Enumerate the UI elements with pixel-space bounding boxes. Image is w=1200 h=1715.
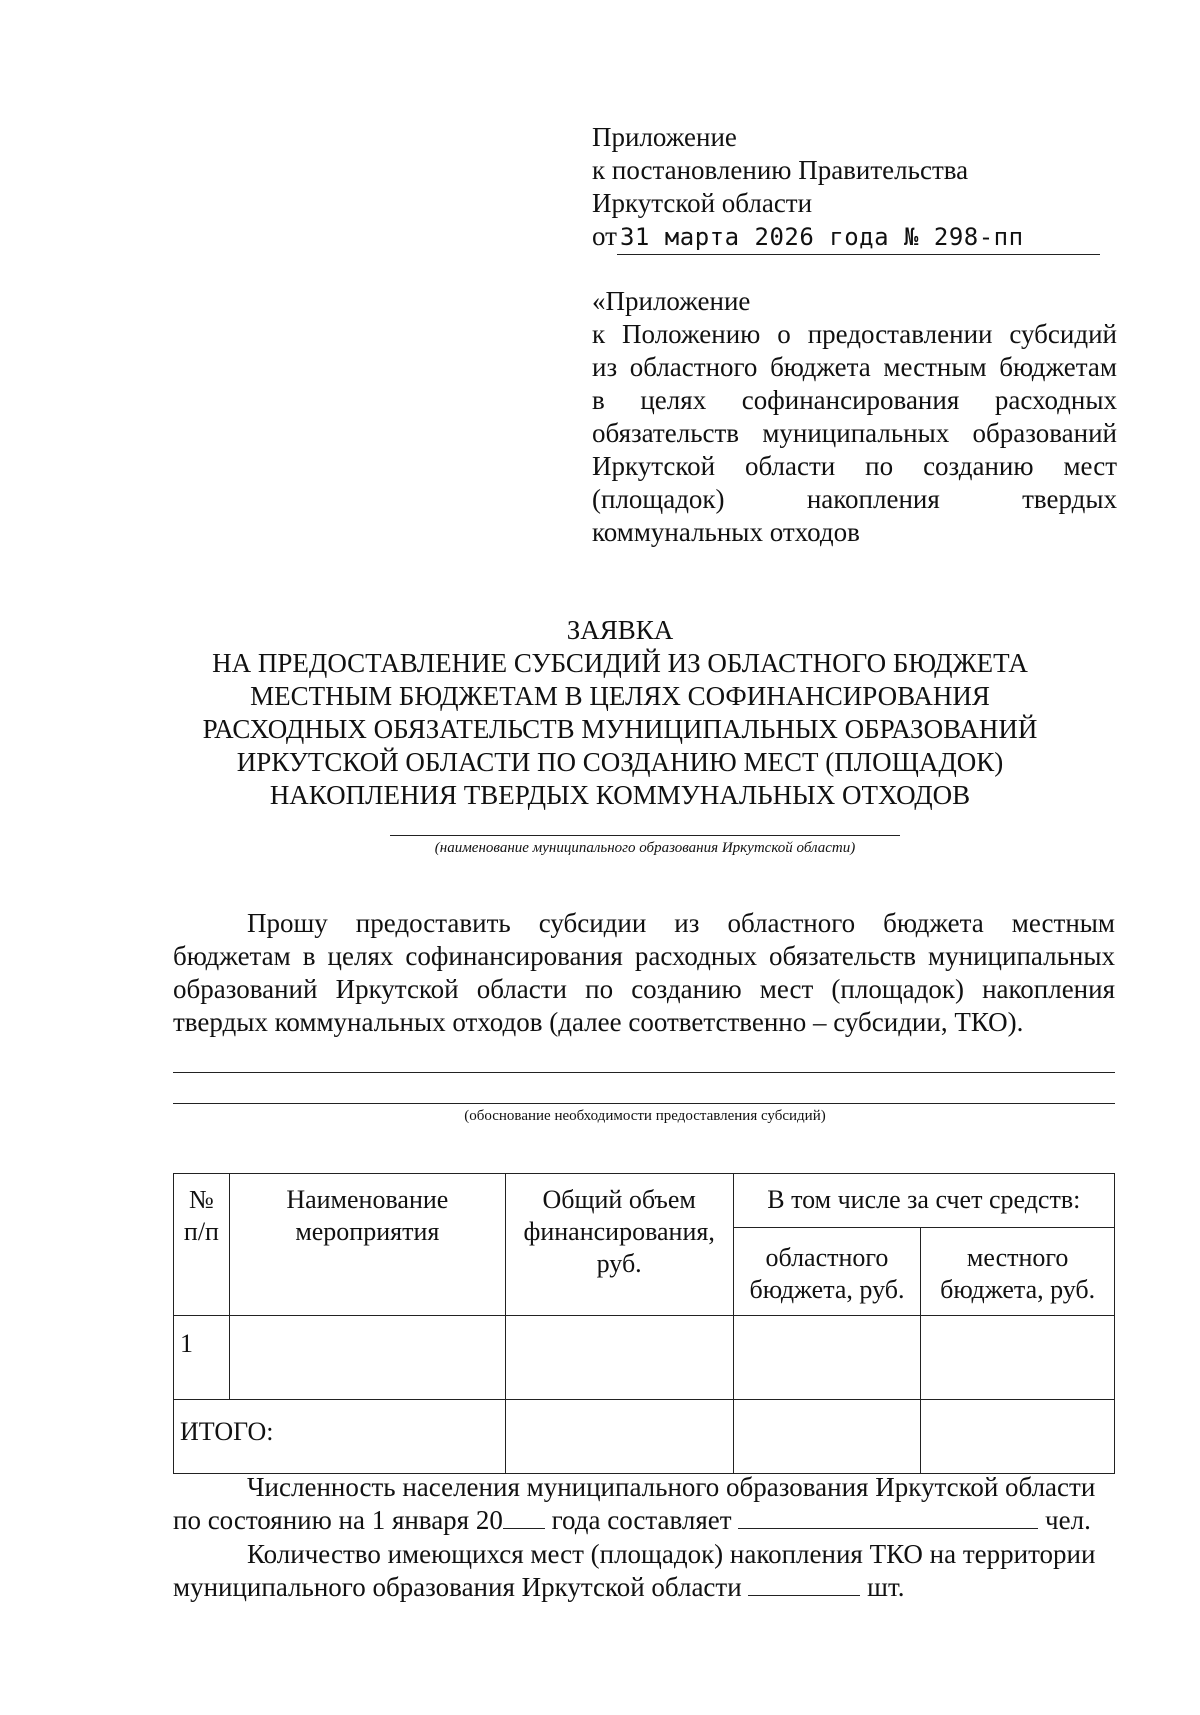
title-line-5: ИРКУТСКОЙ ОБЛАСТИ ПО СОЗДАНИЮ МЕСТ (ПЛОЩАДОК) <box>236 747 1004 777</box>
header-including: В том числе за счет средств: <box>733 1174 1114 1228</box>
title-line-6: НАКОПЛЕНИЯ ТВЕРДЫХ КОММУНАЛЬНЫХ ОТХОДОВ <box>269 780 971 810</box>
appendix-line-1: Приложение <box>592 122 737 152</box>
sub-appendix-line-7: (площадок) накопления твердых <box>592 484 1117 514</box>
title-line-4: РАСХОДНЫХ ОБЯЗАТЕЛЬСТВ МУНИЦИПАЛЬНЫХ ОБРАЗОВАНИЙ <box>202 714 1038 744</box>
title-line-1: ЗАЯВКА <box>566 615 674 645</box>
request-line-4: твердых коммунальных отходов (далее соответственно – субсидии, ТКО). <box>173 1007 1024 1037</box>
header-no: № п/п <box>174 1174 230 1316</box>
total-volume <box>505 1400 733 1474</box>
header-local-budget: местного бюджета, руб. <box>921 1228 1115 1316</box>
row1-event-name <box>229 1316 505 1400</box>
sub-appendix-line-8: коммунальных отходов <box>592 517 860 547</box>
row1-regional <box>733 1316 921 1400</box>
title-line-3: МЕСТНЫМ БЮДЖЕТАМ В ЦЕЛЯХ СОФИНАНСИРОВАНИЯ <box>250 681 990 711</box>
appendix-line-3: Иркутской области <box>592 188 813 218</box>
sites-line-2 <box>173 1571 1115 1604</box>
sub-appendix-block <box>592 285 1117 549</box>
total-local <box>921 1400 1115 1474</box>
title-line-2: НА ПРЕДОСТАВЛЕНИЕ СУБСИДИЙ ИЗ ОБЛАСТНОГО БЮДЖЕТА <box>212 648 1028 678</box>
population-year-blank <box>503 1504 545 1529</box>
header-total-volume: Общий объем финансирования, руб. <box>505 1174 733 1316</box>
header-regional-budget: областного бюджета, руб. <box>733 1228 921 1316</box>
appendix-date-line <box>592 220 1112 255</box>
justification-caption: (обоснование необходимости предоставления субсидий) <box>464 1108 826 1124</box>
document-title <box>160 614 1080 812</box>
population-paragraph <box>173 1471 1115 1537</box>
total-label: ИТОГО: <box>174 1400 506 1474</box>
population-line-1: Численность населения муниципального образования Иркутской области <box>247 1472 1096 1502</box>
request-paragraph <box>173 907 1115 1039</box>
appendix-date-value: 31 марта 2026 года № 298-пп <box>619 223 1024 251</box>
population-count-blank <box>738 1504 1038 1529</box>
total-regional <box>733 1400 921 1474</box>
table-total-row <box>174 1400 1115 1474</box>
sites-unit: шт. <box>867 1572 905 1602</box>
population-line-2 <box>173 1504 1115 1537</box>
municipality-name-line <box>390 835 900 836</box>
sub-appendix-line-5: обязательств муниципальных образований <box>592 418 1117 448</box>
funding-table <box>173 1173 1115 1474</box>
sites-line-1: Количество имеющихся мест (площадок) накопления ТКО на территории <box>247 1539 1096 1569</box>
population-date-text: по состоянию на 1 января 20 <box>173 1505 503 1535</box>
justification-line-2 <box>173 1103 1115 1104</box>
header-event-name: Наименование мероприятия <box>229 1174 505 1316</box>
request-line-2: бюджетам в целях софинансирования расходных обязательств муниципальных <box>173 941 1115 971</box>
justification-line-1 <box>173 1072 1115 1073</box>
table-row <box>174 1316 1115 1400</box>
municipality-caption: (наименование муниципального образования Иркутской области) <box>434 840 856 856</box>
row1-total <box>505 1316 733 1400</box>
row1-no: 1 <box>174 1316 230 1400</box>
sites-text: муниципального образования Иркутской области <box>173 1572 742 1602</box>
sub-appendix-line-1: «Приложение <box>592 286 751 316</box>
sub-appendix-line-3: из областного бюджета местным бюджетам <box>592 352 1117 382</box>
appendix-block <box>592 121 1112 255</box>
population-amount-text: года составляет <box>551 1505 732 1535</box>
request-line-3: образований Иркутской области по созданию мест (площадок) накопления <box>173 974 1115 1004</box>
population-unit: чел. <box>1045 1505 1091 1535</box>
request-line-1: Прошу предоставить субсидии из областного бюджета местным <box>247 908 1115 938</box>
sites-paragraph <box>173 1538 1115 1604</box>
sites-count-blank <box>748 1571 860 1596</box>
sub-appendix-line-6: Иркутской области по созданию мест <box>592 451 1117 481</box>
sub-appendix-line-2: к Положению о предоставлении субсидий <box>592 319 1117 349</box>
sub-appendix-line-4: в целях софинансирования расходных <box>592 385 1117 415</box>
row1-local <box>921 1316 1115 1400</box>
appendix-line-2: к постановлению Правительства <box>592 155 969 185</box>
appendix-date-prefix: от <box>592 221 617 251</box>
